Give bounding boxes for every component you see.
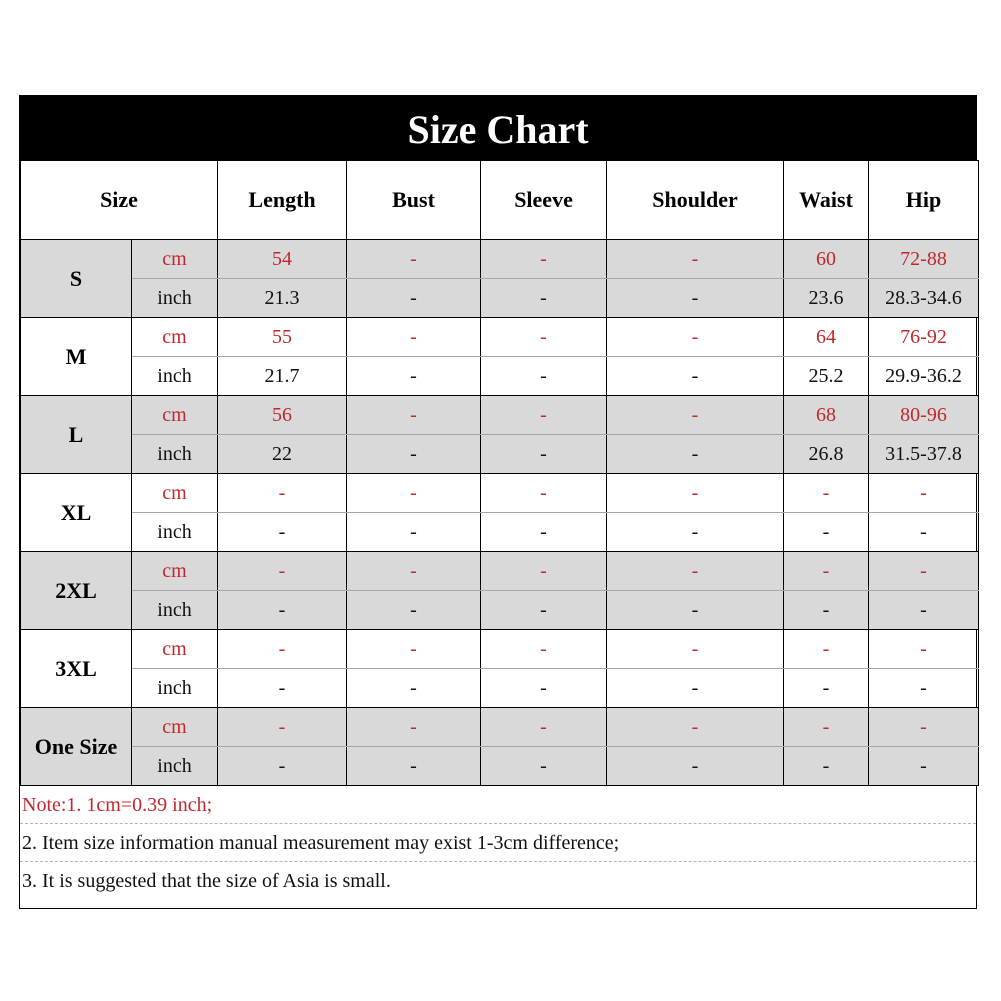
table-row <box>21 669 979 708</box>
measurement-cell: - <box>481 318 607 357</box>
header-size: Size <box>21 161 218 240</box>
measurement-cell: - <box>347 591 481 630</box>
measurement-cell: - <box>481 552 607 591</box>
header-waist: Waist <box>784 161 869 240</box>
measurement-cell: - <box>218 591 347 630</box>
size-label: One Size <box>21 708 132 786</box>
measurement-cell: - <box>481 747 607 786</box>
measurement-cell: 72-88 <box>869 240 979 279</box>
size-table-body <box>21 240 979 786</box>
header-shoulder: Shoulder <box>607 161 784 240</box>
header-bust: Bust <box>347 161 481 240</box>
measurement-cell: 21.7 <box>218 357 347 396</box>
measurement-cell: - <box>869 474 979 513</box>
measurement-cell: - <box>869 669 979 708</box>
table-row <box>21 747 979 786</box>
measurement-cell: - <box>481 474 607 513</box>
measurement-cell: - <box>481 240 607 279</box>
measurement-cell: - <box>607 747 784 786</box>
table-row <box>21 474 979 513</box>
measurement-cell: - <box>607 708 784 747</box>
size-label: M <box>21 318 132 396</box>
measurement-cell: - <box>347 396 481 435</box>
measurement-cell: - <box>481 435 607 474</box>
measurement-cell: - <box>218 474 347 513</box>
size-chart <box>19 95 977 909</box>
measurement-cell: 80-96 <box>869 396 979 435</box>
measurement-cell: - <box>607 513 784 552</box>
measurement-cell: 64 <box>784 318 869 357</box>
measurement-cell: - <box>218 552 347 591</box>
size-table <box>20 160 979 786</box>
measurement-cell: - <box>347 630 481 669</box>
measurement-cell: - <box>784 630 869 669</box>
notes <box>20 786 976 900</box>
measurement-cell: 21.3 <box>218 279 347 318</box>
measurement-cell: - <box>481 279 607 318</box>
measurement-cell: - <box>481 591 607 630</box>
table-row <box>21 318 979 357</box>
measurement-cell: - <box>347 318 481 357</box>
measurement-cell: - <box>784 669 869 708</box>
measurement-cell: 31.5-37.8 <box>869 435 979 474</box>
measurement-cell: 68 <box>784 396 869 435</box>
measurement-cell: - <box>481 630 607 669</box>
measurement-cell: - <box>607 552 784 591</box>
measurement-cell: - <box>218 747 347 786</box>
unit-label: cm <box>132 396 218 435</box>
measurement-cell: - <box>347 357 481 396</box>
header-length: Length <box>218 161 347 240</box>
table-row <box>21 591 979 630</box>
measurement-cell: 22 <box>218 435 347 474</box>
measurement-cell: - <box>347 240 481 279</box>
header-row <box>21 161 979 240</box>
measurement-cell: - <box>347 747 481 786</box>
unit-label: cm <box>132 240 218 279</box>
measurement-cell: - <box>347 552 481 591</box>
table-row <box>21 240 979 279</box>
table-row <box>21 630 979 669</box>
measurement-cell: - <box>869 747 979 786</box>
measurement-cell: - <box>784 513 869 552</box>
measurement-cell: - <box>784 591 869 630</box>
measurement-cell: - <box>218 513 347 552</box>
measurement-cell: 76-92 <box>869 318 979 357</box>
measurement-cell: - <box>481 357 607 396</box>
unit-label: inch <box>132 669 218 708</box>
measurement-cell: - <box>347 279 481 318</box>
unit-label: inch <box>132 591 218 630</box>
table-row <box>21 435 979 474</box>
measurement-cell: - <box>607 630 784 669</box>
size-label: L <box>21 396 132 474</box>
size-label: 2XL <box>21 552 132 630</box>
measurement-cell: 60 <box>784 240 869 279</box>
measurement-cell: 25.2 <box>784 357 869 396</box>
measurement-cell: - <box>607 318 784 357</box>
measurement-cell: - <box>607 474 784 513</box>
measurement-cell: 54 <box>218 240 347 279</box>
note-3: 3. It is suggested that the size of Asia is small. <box>22 870 391 892</box>
measurement-cell: - <box>784 747 869 786</box>
header-hip: Hip <box>869 161 979 240</box>
measurement-cell: - <box>607 669 784 708</box>
measurement-cell: - <box>607 357 784 396</box>
unit-label: inch <box>132 279 218 318</box>
table-row <box>21 552 979 591</box>
unit-label: cm <box>132 552 218 591</box>
table-row <box>21 513 979 552</box>
chart-title: Size Chart <box>20 96 976 160</box>
measurement-cell: - <box>481 669 607 708</box>
measurement-cell: - <box>869 591 979 630</box>
measurement-cell: - <box>347 708 481 747</box>
measurement-cell: - <box>607 435 784 474</box>
unit-label: cm <box>132 708 218 747</box>
measurement-cell: - <box>784 474 869 513</box>
measurement-cell: - <box>218 630 347 669</box>
table-row <box>21 396 979 435</box>
measurement-cell: 29.9-36.2 <box>869 357 979 396</box>
measurement-cell: - <box>481 396 607 435</box>
size-label: XL <box>21 474 132 552</box>
unit-label: inch <box>132 747 218 786</box>
measurement-cell: 28.3-34.6 <box>869 279 979 318</box>
table-row <box>21 708 979 747</box>
measurement-cell: - <box>607 591 784 630</box>
size-label: 3XL <box>21 630 132 708</box>
measurement-cell: - <box>218 708 347 747</box>
measurement-cell: 56 <box>218 396 347 435</box>
measurement-cell: 23.6 <box>784 279 869 318</box>
unit-label: cm <box>132 630 218 669</box>
unit-label: inch <box>132 435 218 474</box>
measurement-cell: - <box>869 708 979 747</box>
measurement-cell: - <box>607 240 784 279</box>
table-row <box>21 357 979 396</box>
unit-label: inch <box>132 513 218 552</box>
note-2: 2. Item size information manual measurement may exist 1-3cm difference; <box>20 824 976 862</box>
measurement-cell: - <box>347 669 481 708</box>
measurement-cell: - <box>481 513 607 552</box>
measurement-cell: - <box>869 552 979 591</box>
measurement-cell: - <box>481 708 607 747</box>
measurement-cell: - <box>218 669 347 708</box>
measurement-cell: 55 <box>218 318 347 357</box>
measurement-cell: - <box>784 552 869 591</box>
measurement-cell: - <box>607 279 784 318</box>
size-label: S <box>21 240 132 318</box>
measurement-cell: - <box>869 513 979 552</box>
measurement-cell: - <box>784 708 869 747</box>
measurement-cell: 26.8 <box>784 435 869 474</box>
unit-label: cm <box>132 474 218 513</box>
unit-label: inch <box>132 357 218 396</box>
measurement-cell: - <box>347 513 481 552</box>
measurement-cell: - <box>347 474 481 513</box>
table-row <box>21 279 979 318</box>
note-1: Note:1. 1cm=0.39 inch; <box>20 786 976 824</box>
header-sleeve: Sleeve <box>481 161 607 240</box>
measurement-cell: - <box>869 630 979 669</box>
measurement-cell: - <box>347 435 481 474</box>
unit-label: cm <box>132 318 218 357</box>
measurement-cell: - <box>607 396 784 435</box>
